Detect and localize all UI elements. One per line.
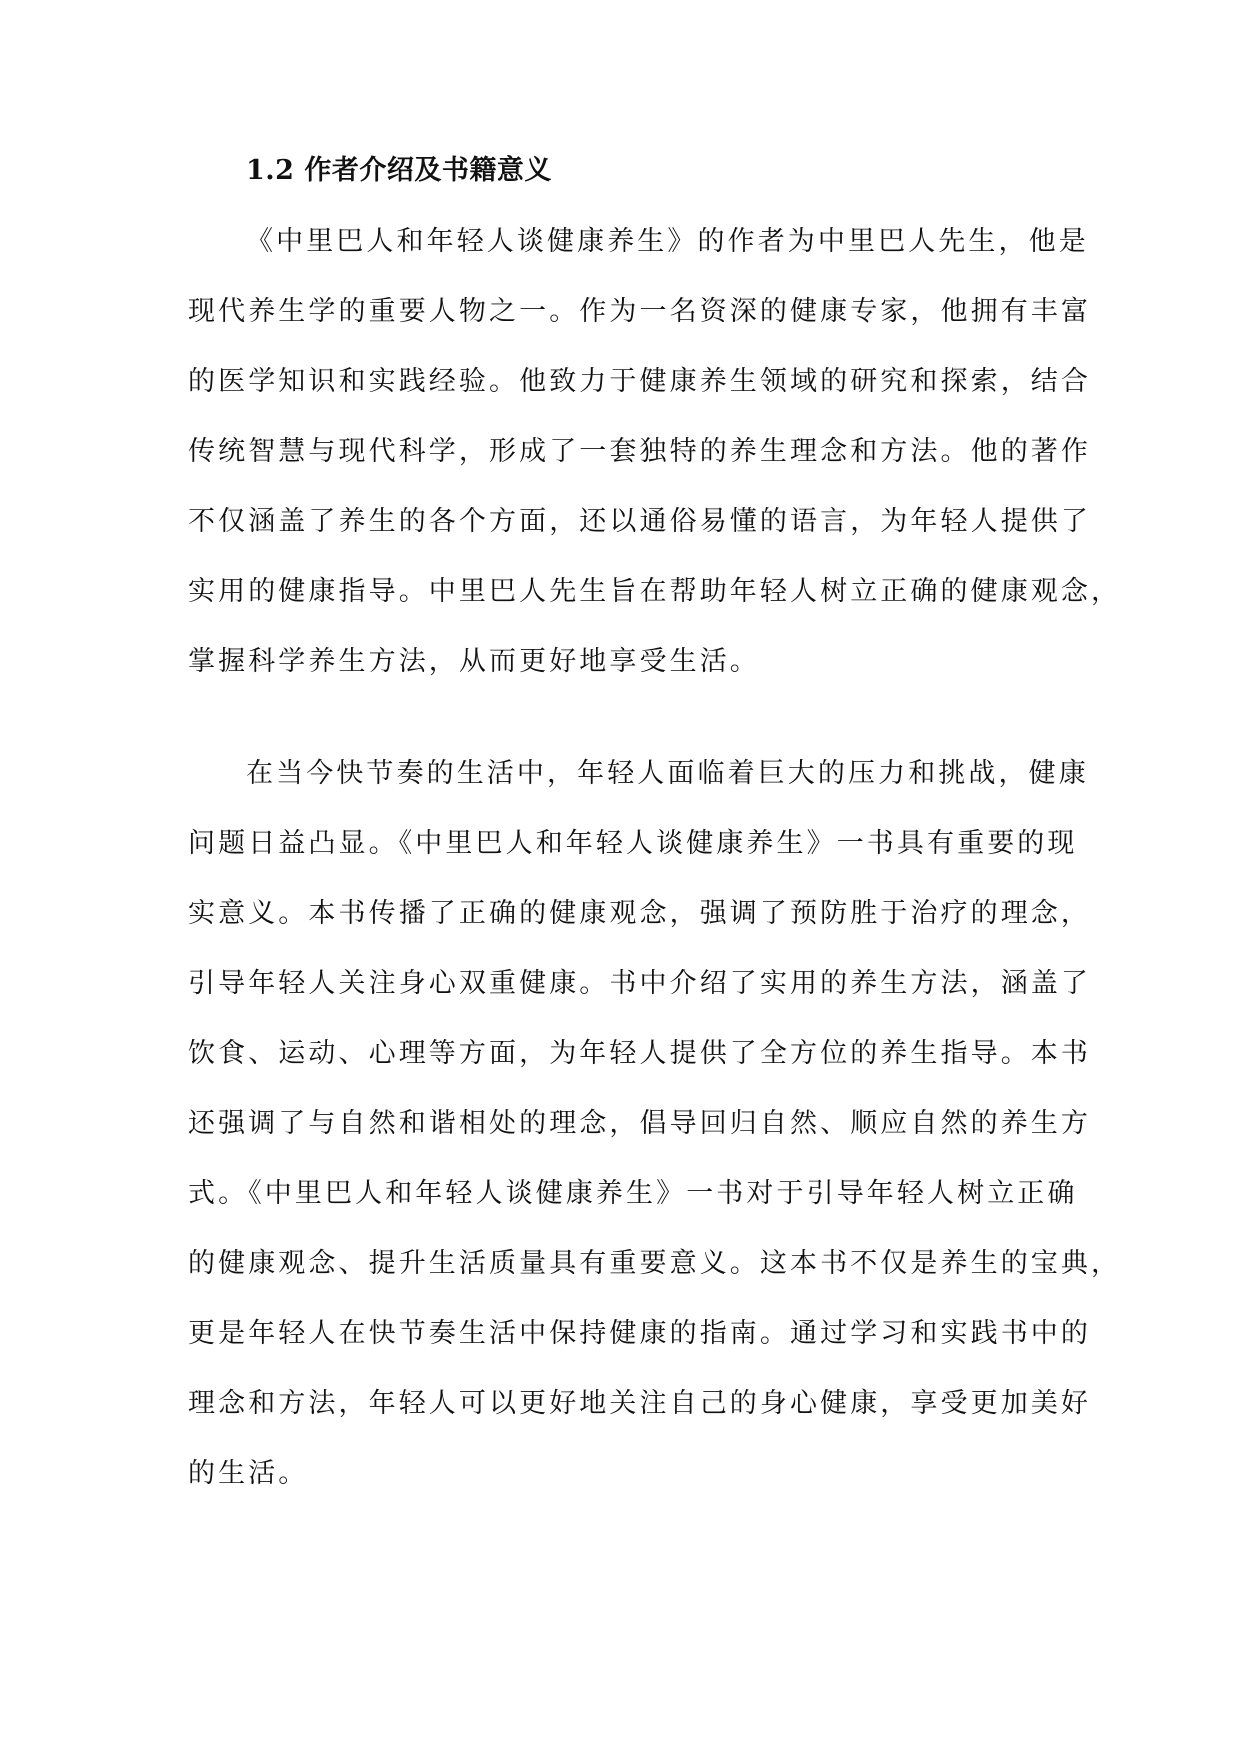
paragraph-line: 饮食、运动、心理等方面，为年轻人提供了全方位的养生指导。本书 [188, 1038, 1091, 1069]
paragraph-line: 还强调了与自然和谐相处的理念，倡导回归自然、顺应自然的养生方 [188, 1108, 1091, 1139]
paragraph-line: 更是年轻人在快节奏生活中保持健康的指南。通过学习和实践书中的 [188, 1318, 1091, 1349]
paragraph-line: 的医学知识和实践经验。他致力于健康养生领域的研究和探索，结合 [188, 366, 1091, 397]
paragraph-line: 的生活。 [188, 1458, 309, 1489]
section-heading: 1.2 作者介绍及书籍意义 [246, 155, 552, 186]
paragraph-line: 实意义。本书传播了正确的健康观念，强调了预防胜于治疗的理念， [188, 898, 1091, 929]
paragraph-line: 传统智慧与现代科学，形成了一套独特的养生理念和方法。他的著作 [188, 436, 1091, 467]
paragraph-line: 现代养生学的重要人物之一。作为一名资深的健康专家，他拥有丰富 [188, 296, 1091, 327]
paragraph-line: 在当今快节奏的生活中，年轻人面临着巨大的压力和挑战，健康 [246, 758, 1089, 789]
paragraph-line: 不仅涵盖了养生的各个方面，还以通俗易懂的语言，为年轻人提供了 [188, 506, 1091, 537]
paragraph-line: 的健康观念、提升生活质量具有重要意义。这本书不仅是养生的宝典， [188, 1248, 1122, 1279]
paragraph-line: 理念和方法，年轻人可以更好地关注自己的身心健康，享受更加美好 [188, 1388, 1091, 1419]
paragraph-line: 《中里巴人和年轻人谈健康养生》的作者为中里巴人先生，他是 [246, 226, 1089, 257]
paragraph-line: 掌握科学养生方法，从而更好地享受生活。 [188, 646, 760, 677]
paragraph-line: 问题日益凸显。《中里巴人和年轻人谈健康养生》一书具有重要的现 [188, 828, 1078, 859]
paragraph-line: 实用的健康指导。中里巴人先生旨在帮助年轻人树立正确的健康观念， [188, 576, 1122, 607]
paragraph-line: 式。《中里巴人和年轻人谈健康养生》一书对于引导年轻人树立正确 [188, 1178, 1078, 1209]
paragraph-line: 引导年轻人关注身心双重健康。书中介绍了实用的养生方法，涵盖了 [188, 968, 1091, 999]
